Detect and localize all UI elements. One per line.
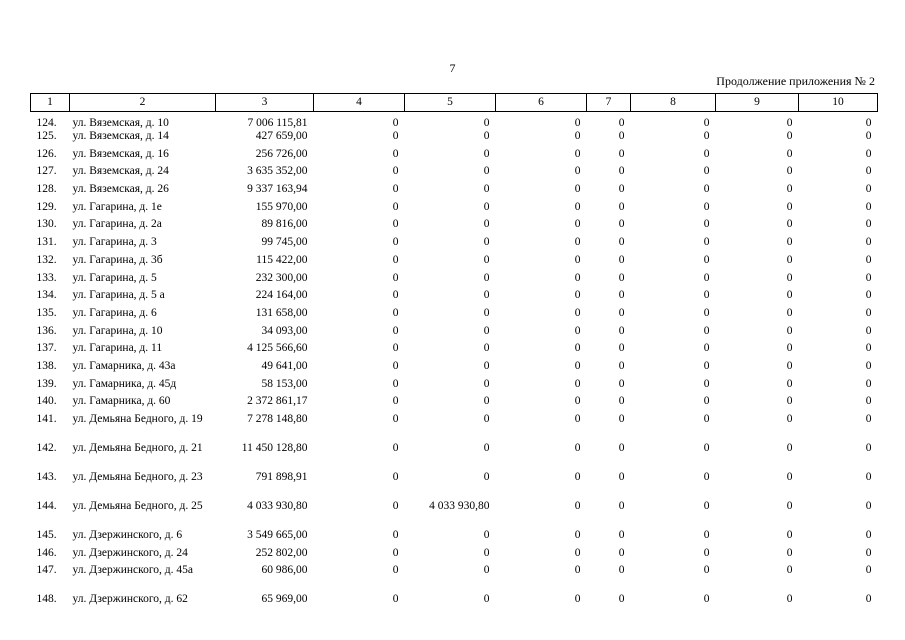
value-cell: 0 [786, 395, 793, 408]
table-row [31, 413, 878, 442]
value-cell: 0 [865, 546, 872, 559]
value-cell: 0 [574, 236, 581, 249]
amount-cell: 7 006 115,81 [247, 117, 308, 129]
value-cell: 0 [618, 271, 625, 284]
value-cell: 0 [865, 147, 872, 160]
table-row [31, 254, 878, 272]
value-cell: 0 [865, 413, 872, 425]
value-cell: 0 [483, 289, 490, 302]
amount-cell: 2 372 861,17 [247, 395, 308, 408]
value-cell: 0 [392, 218, 399, 231]
continuation-caption: Продолжение приложения № 2 [716, 74, 875, 88]
value-cell: 0 [483, 130, 490, 142]
table-row [31, 471, 878, 500]
address-cell: ул. Вяземская, д. 26 [72, 183, 169, 196]
address-cell: ул. Гагарина, д. 10 [72, 324, 163, 337]
address-cell: ул. Демьяна Бедного, д. 25 [72, 500, 203, 512]
value-cell: 0 [618, 253, 625, 266]
row-number: 137. [36, 342, 57, 355]
value-cell: 0 [786, 442, 793, 454]
value-cell: 0 [618, 306, 625, 319]
value-cell: 0 [574, 359, 581, 372]
column-header: 8 [631, 94, 716, 112]
amount-cell: 65 969,00 [261, 593, 308, 606]
column-header: 3 [216, 94, 314, 112]
column-header: 1 [31, 94, 70, 112]
value-cell: 0 [865, 289, 872, 302]
value-cell: 0 [483, 442, 490, 454]
value-cell: 0 [865, 218, 872, 231]
column-header: 4 [314, 94, 405, 112]
value-cell: 0 [786, 564, 793, 577]
value-cell: 0 [618, 117, 625, 129]
value-cell: 0 [703, 289, 710, 302]
address-cell: ул. Демьяна Бедного, д. 21 [72, 442, 203, 454]
value-cell: 0 [574, 253, 581, 266]
value-cell: 0 [574, 593, 581, 606]
row-number: 143. [36, 471, 57, 483]
table-row [31, 130, 878, 148]
row-number: 134. [36, 289, 57, 302]
amount-cell: 224 164,00 [255, 289, 308, 302]
amount-cell: 11 450 128,80 [241, 442, 308, 454]
address-cell: ул. Гагарина, д. 3 [72, 236, 157, 249]
value-cell: 0 [703, 117, 710, 129]
column-header: 5 [405, 94, 496, 112]
value-cell: 0 [703, 395, 710, 408]
value-cell: 0 [865, 500, 872, 512]
value-cell: 0 [703, 306, 710, 319]
value-cell: 0 [483, 359, 490, 372]
column-header: 6 [496, 94, 587, 112]
value-cell: 0 [392, 342, 399, 355]
amount-cell: 4 125 566,60 [247, 342, 308, 355]
value-cell: 0 [392, 442, 399, 454]
address-cell: ул. Гагарина, д. 6 [72, 306, 157, 319]
value-cell: 0 [392, 500, 399, 512]
amount-cell: 155 970,00 [255, 200, 308, 213]
amount-cell: 791 898,91 [255, 471, 308, 483]
value-cell: 0 [392, 165, 399, 178]
value-cell: 0 [786, 359, 793, 372]
value-cell: 0 [703, 342, 710, 355]
amount-cell: 3 549 665,00 [247, 529, 308, 541]
value-cell: 0 [483, 593, 490, 606]
value-cell: 0 [703, 324, 710, 337]
value-cell: 0 [574, 395, 581, 408]
value-cell: 0 [483, 529, 490, 541]
value-cell: 0 [483, 471, 490, 483]
value-cell: 0 [786, 306, 793, 319]
value-cell: 0 [574, 377, 581, 390]
value-cell: 0 [483, 218, 490, 231]
table-row [31, 272, 878, 290]
value-cell: 0 [786, 471, 793, 483]
address-cell: ул. Вяземская, д. 10 [72, 117, 169, 129]
address-cell: ул. Гагарина, д. 3б [72, 253, 163, 266]
value-cell: 0 [392, 306, 399, 319]
value-cell: 0 [483, 253, 490, 266]
column-header: 9 [716, 94, 799, 112]
value-cell: 0 [865, 471, 872, 483]
value-cell: 0 [392, 413, 399, 425]
value-cell: 0 [392, 271, 399, 284]
address-cell: ул. Вяземская, д. 16 [72, 147, 169, 160]
amount-cell: 256 726,00 [255, 147, 308, 160]
value-cell: 0 [703, 529, 710, 541]
row-number: 140. [36, 395, 57, 408]
value-cell: 0 [483, 546, 490, 559]
value-cell: 0 [574, 471, 581, 483]
value-cell: 0 [618, 324, 625, 337]
table-row [31, 529, 878, 547]
table-row [31, 342, 878, 360]
value-cell: 0 [786, 236, 793, 249]
row-number: 138. [36, 359, 57, 372]
value-cell: 0 [483, 324, 490, 337]
value-cell: 0 [392, 200, 399, 213]
value-cell: 0 [618, 564, 625, 577]
value-cell: 0 [618, 395, 625, 408]
row-number: 148. [36, 593, 57, 606]
value-cell: 0 [483, 306, 490, 319]
value-cell: 0 [703, 218, 710, 231]
address-cell: ул. Дзержинского, д. 6 [72, 529, 183, 541]
table-row [31, 564, 878, 593]
address-cell: ул. Гагарина, д. 2а [72, 218, 162, 231]
value-cell: 0 [786, 342, 793, 355]
value-cell: 0 [574, 546, 581, 559]
value-cell: 0 [483, 200, 490, 213]
amount-cell: 49 641,00 [261, 359, 308, 372]
address-cell: ул. Гамарника, д. 45д [72, 377, 177, 390]
value-cell: 0 [574, 529, 581, 541]
value-cell: 0 [703, 147, 710, 160]
amount-cell: 131 658,00 [255, 306, 308, 319]
amount-cell: 9 337 163,94 [247, 183, 308, 196]
value-cell: 0 [703, 377, 710, 390]
address-cell: ул. Демьяна Бедного, д. 19 [72, 413, 203, 425]
value-cell: 0 [392, 147, 399, 160]
row-number: 128. [36, 183, 57, 196]
amount-cell: 3 635 352,00 [247, 165, 308, 178]
value-cell: 0 [618, 200, 625, 213]
value-cell: 0 [703, 130, 710, 142]
column-header: 10 [799, 94, 878, 112]
value-cell: 0 [786, 271, 793, 284]
value-cell: 0 [618, 342, 625, 355]
row-number: 139. [36, 377, 57, 390]
amount-cell: 60 986,00 [261, 564, 308, 577]
value-cell: 0 [392, 289, 399, 302]
value-cell: 0 [574, 289, 581, 302]
amount-cell: 4 033 930,80 [247, 500, 308, 512]
table-row [31, 547, 878, 565]
value-cell: 0 [574, 117, 581, 129]
value-cell: 0 [865, 395, 872, 408]
value-cell: 0 [483, 147, 490, 160]
value-cell: 0 [703, 546, 710, 559]
value-cell: 0 [392, 117, 399, 129]
value-cell: 0 [786, 377, 793, 390]
value-cell: 0 [786, 200, 793, 213]
value-cell: 0 [618, 165, 625, 178]
value-cell: 0 [392, 253, 399, 266]
value-cell: 0 [392, 130, 399, 142]
value-cell: 0 [392, 324, 399, 337]
value-cell: 0 [483, 564, 490, 577]
value-cell: 0 [865, 183, 872, 196]
data-table [30, 93, 878, 611]
table-row [31, 307, 878, 325]
value-cell: 0 [392, 377, 399, 390]
value-cell: 0 [865, 117, 872, 129]
value-cell: 0 [786, 165, 793, 178]
value-cell: 0 [618, 529, 625, 541]
value-cell: 0 [618, 442, 625, 454]
value-cell: 0 [574, 200, 581, 213]
value-cell: 0 [618, 183, 625, 196]
value-cell: 0 [392, 359, 399, 372]
table-row [31, 112, 878, 131]
value-cell: 0 [703, 183, 710, 196]
row-number: 146. [36, 546, 57, 559]
value-cell: 0 [865, 236, 872, 249]
row-number: 133. [36, 271, 57, 284]
amount-cell: 89 816,00 [261, 218, 308, 231]
value-cell: 0 [618, 147, 625, 160]
table-row [31, 325, 878, 343]
column-header: 7 [587, 94, 631, 112]
table-row [31, 218, 878, 236]
table-row [31, 236, 878, 254]
value-cell: 0 [865, 342, 872, 355]
address-cell: ул. Демьяна Бедного, д. 23 [72, 471, 203, 483]
value-cell: 0 [618, 218, 625, 231]
row-number: 127. [36, 165, 57, 178]
table-row [31, 378, 878, 396]
address-cell: ул. Дзержинского, д. 62 [72, 593, 188, 606]
value-cell: 0 [786, 593, 793, 606]
value-cell: 0 [786, 218, 793, 231]
table-row [31, 442, 878, 471]
value-cell: 0 [703, 359, 710, 372]
value-cell: 0 [574, 564, 581, 577]
row-number: 144. [36, 500, 57, 512]
column-header: 2 [70, 94, 216, 112]
value-cell: 0 [703, 593, 710, 606]
value-cell: 0 [865, 359, 872, 372]
value-cell: 0 [392, 564, 399, 577]
value-cell: 0 [865, 253, 872, 266]
value-cell: 0 [703, 413, 710, 425]
address-cell: ул. Вяземская, д. 14 [72, 130, 169, 142]
table-row [31, 289, 878, 307]
value-cell: 0 [865, 130, 872, 142]
value-cell: 0 [618, 471, 625, 483]
value-cell: 0 [865, 564, 872, 577]
row-number: 125. [36, 130, 57, 142]
row-number: 124. [36, 117, 57, 129]
address-cell: ул. Гагарина, д. 5 [72, 271, 157, 284]
value-cell: 0 [703, 253, 710, 266]
value-cell: 0 [786, 147, 793, 160]
value-cell: 0 [392, 236, 399, 249]
amount-cell: 99 745,00 [261, 236, 308, 249]
value-cell: 0 [392, 471, 399, 483]
address-cell: ул. Вяземская, д. 24 [72, 165, 169, 178]
amount-cell: 58 153,00 [261, 377, 308, 390]
row-number: 130. [36, 218, 57, 231]
value-cell: 0 [483, 183, 490, 196]
table-row [31, 395, 878, 413]
address-cell: ул. Гагарина, д. 1е [72, 200, 162, 213]
value-cell: 0 [392, 395, 399, 408]
value-cell: 0 [865, 165, 872, 178]
value-cell: 0 [483, 236, 490, 249]
amount-cell: 427 659,00 [255, 130, 308, 142]
value-cell: 0 [786, 546, 793, 559]
row-number: 145. [36, 529, 57, 541]
value-cell: 0 [865, 271, 872, 284]
table-row [31, 360, 878, 378]
value-cell: 0 [574, 218, 581, 231]
value-cell: 0 [703, 236, 710, 249]
value-cell: 0 [618, 377, 625, 390]
value-cell: 0 [786, 324, 793, 337]
value-cell: 0 [618, 289, 625, 302]
value-cell: 0 [574, 324, 581, 337]
row-number: 135. [36, 306, 57, 319]
table-row [31, 165, 878, 183]
value-cell: 0 [618, 130, 625, 142]
value-cell: 0 [703, 564, 710, 577]
row-number: 131. [36, 236, 57, 249]
value-cell: 0 [483, 165, 490, 178]
value-cell: 0 [574, 500, 581, 512]
value-cell: 0 [865, 200, 872, 213]
row-number: 132. [36, 253, 57, 266]
value-cell: 0 [865, 442, 872, 454]
value-cell: 0 [483, 117, 490, 129]
row-number: 142. [36, 442, 57, 454]
value-cell: 0 [703, 500, 710, 512]
address-cell: ул. Гагарина, д. 11 [72, 342, 163, 355]
address-cell: ул. Гамарника, д. 60 [72, 395, 171, 408]
value-cell: 0 [483, 271, 490, 284]
value-cell: 0 [574, 130, 581, 142]
value-cell: 4 033 930,80 [429, 500, 490, 512]
header-row [31, 94, 878, 112]
value-cell: 0 [392, 529, 399, 541]
value-cell: 0 [574, 306, 581, 319]
value-cell: 0 [865, 593, 872, 606]
value-cell: 0 [865, 529, 872, 541]
value-cell: 0 [786, 500, 793, 512]
value-cell: 0 [618, 236, 625, 249]
value-cell: 0 [392, 546, 399, 559]
address-cell: ул. Дзержинского, д. 24 [72, 546, 188, 559]
value-cell: 0 [574, 442, 581, 454]
value-cell: 0 [574, 342, 581, 355]
value-cell: 0 [786, 117, 793, 129]
table-row [31, 500, 878, 529]
value-cell: 0 [483, 413, 490, 425]
value-cell: 0 [865, 377, 872, 390]
value-cell: 0 [786, 183, 793, 196]
address-cell: ул. Гамарника, д. 43а [72, 359, 176, 372]
value-cell: 0 [703, 442, 710, 454]
amount-cell: 7 278 148,80 [247, 413, 308, 425]
value-cell: 0 [483, 342, 490, 355]
value-cell: 0 [618, 593, 625, 606]
table-row [31, 183, 878, 201]
value-cell: 0 [786, 413, 793, 425]
value-cell: 0 [574, 147, 581, 160]
value-cell: 0 [574, 271, 581, 284]
row-number: 129. [36, 200, 57, 213]
value-cell: 0 [574, 165, 581, 178]
address-cell: ул. Дзержинского, д. 45а [72, 564, 194, 577]
value-cell: 0 [392, 593, 399, 606]
address-cell: ул. Гагарина, д. 5 а [72, 289, 165, 302]
value-cell: 0 [483, 395, 490, 408]
value-cell: 0 [392, 183, 399, 196]
value-cell: 0 [703, 165, 710, 178]
row-number: 126. [36, 147, 57, 160]
value-cell: 0 [483, 377, 490, 390]
value-cell: 0 [703, 271, 710, 284]
table-row [31, 201, 878, 219]
amount-cell: 34 093,00 [261, 324, 308, 337]
amount-cell: 232 300,00 [255, 271, 308, 284]
value-cell: 0 [618, 413, 625, 425]
value-cell: 0 [574, 183, 581, 196]
row-number: 147. [36, 564, 57, 577]
value-cell: 0 [618, 500, 625, 512]
value-cell: 0 [618, 546, 625, 559]
row-number: 136. [36, 324, 57, 337]
amount-cell: 115 422,00 [256, 253, 308, 266]
value-cell: 0 [865, 306, 872, 319]
page-number: 7 [449, 61, 456, 75]
value-cell: 0 [703, 471, 710, 483]
value-cell: 0 [865, 324, 872, 337]
value-cell: 0 [574, 413, 581, 425]
table-row [31, 593, 878, 611]
amount-cell: 252 802,00 [255, 546, 308, 559]
row-number: 141. [36, 413, 57, 425]
value-cell: 0 [786, 529, 793, 541]
value-cell: 0 [703, 200, 710, 213]
table-row [31, 148, 878, 166]
value-cell: 0 [786, 289, 793, 302]
value-cell: 0 [618, 359, 625, 372]
value-cell: 0 [786, 130, 793, 142]
value-cell: 0 [786, 253, 793, 266]
